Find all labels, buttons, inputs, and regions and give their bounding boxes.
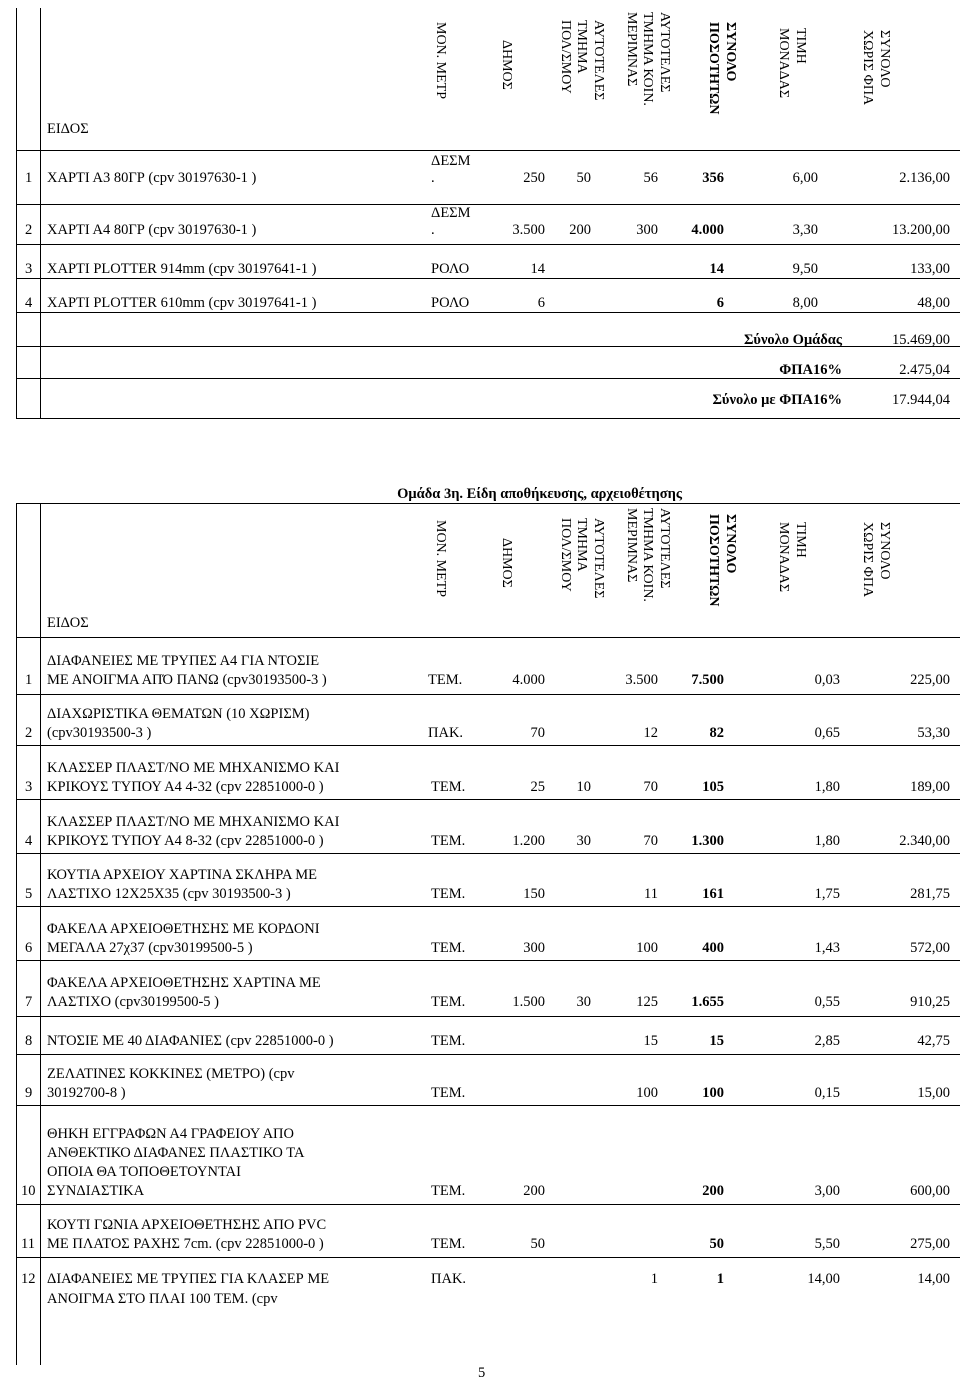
row-total: 14,00 <box>917 1271 950 1287</box>
qty-total: 82 <box>709 725 724 741</box>
row-number: 10 <box>21 1183 36 1199</box>
qty-aut-tm-koin: 100 <box>636 1085 658 1101</box>
qty-total: 1 <box>716 1271 724 1287</box>
qty-total: 400 <box>702 940 724 956</box>
table-rule <box>16 853 960 854</box>
row-number: 1 <box>25 672 33 688</box>
row-number: 11 <box>21 1236 35 1252</box>
qty-dimos: 50 <box>530 1236 545 1252</box>
row-total: 2.136,00 <box>899 170 950 186</box>
qty-aut-tm-koin: 125 <box>636 994 658 1010</box>
qty-total: 15 <box>709 1033 724 1049</box>
unit-measure: ΤΕΜ. <box>428 672 463 688</box>
table-rule <box>16 1105 960 1106</box>
qty-aut-tm-koin: 70 <box>643 779 658 795</box>
summary-label: ΦΠΑ16% <box>779 362 842 378</box>
unit-measure: ΔΕΣΜ <box>431 205 471 221</box>
row-total: 48,00 <box>917 295 950 311</box>
qty-aut-tm-pol: 200 <box>569 222 591 238</box>
unit-price: 14,00 <box>807 1271 840 1287</box>
row-number: 7 <box>25 994 33 1010</box>
header-synolo-fpa: ΣΥΝΟΛΟ ΧΩΡΙΣ ΦΠΑ <box>860 30 892 106</box>
header-timi-monadas: ΤΙΜΗ ΜΟΝΑΔΑΣ <box>776 522 808 593</box>
unit-price: 3,00 <box>814 1183 840 1199</box>
item-name: ΧΑΡΤΙ Α3 80ΓΡ (cpv 30197630-1 ) <box>47 170 257 186</box>
unit-price: 2,85 <box>814 1033 840 1049</box>
header-aut-tm-koin: ΑΥΤΟΤΕΛΕΣ ΤΜΗΜΑ ΚΟΙΝ. ΜΕΡΙΜΝΑΣ <box>624 508 672 602</box>
row-total: 53,30 <box>917 725 950 741</box>
summary-label: Σύνολο Ομάδας <box>743 332 842 348</box>
summary-value: 15.469,00 <box>892 332 950 348</box>
header-aut-tm-koin: ΑΥΤΟΤΕΛΕΣ ΤΜΗΜΑ ΚΟΙΝ. ΜΕΡΙΜΝΑΣ <box>624 12 672 106</box>
unit-measure: ΤΕΜ. <box>431 1033 466 1049</box>
qty-aut-tm-koin: 70 <box>643 833 658 849</box>
item-name: (cpv30193500-3 ) <box>47 725 152 741</box>
unit-measure: ΤΕΜ. <box>431 940 466 956</box>
unit-measure: . <box>431 222 435 238</box>
row-total: 15,00 <box>917 1085 950 1101</box>
header-dimos: ΔΗΜΟΣ <box>499 40 514 90</box>
table-rule <box>16 799 960 800</box>
table-rule <box>16 694 960 695</box>
header-aut-tm-pol: ΑΥΤΟΤΕΛΕΣ ΤΜΗΜΑ ΠΟΛ/ΣΜΟΥ <box>558 518 606 599</box>
table-rule <box>16 278 960 279</box>
unit-price: 8,00 <box>792 295 818 311</box>
item-name: ΚΛΑΣΣΕΡ ΠΛΑΣΤ/ΝΟ ΜΕ ΜΗΧΑΝΙΣΜΟ ΚΑΙ <box>47 760 340 776</box>
table-rule <box>16 503 17 1365</box>
qty-total: 1.300 <box>691 833 724 849</box>
header-synolo-fpa: ΣΥΝΟΛΟ ΧΩΡΙΣ ΦΠΑ <box>860 522 892 598</box>
summary-value: 17.944,04 <box>892 392 950 408</box>
row-number: 5 <box>25 886 33 902</box>
item-name: ΝΤΟΣΙΕ ΜΕ 40 ΔΙΑΦΑΝΙΕΣ (cpv 22851000-0 ) <box>47 1033 334 1049</box>
unit-price: 0,03 <box>814 672 840 688</box>
unit-measure: ΔΕΣΜ <box>431 153 471 169</box>
qty-dimos: 6 <box>537 295 545 311</box>
unit-price: 6,00 <box>792 170 818 186</box>
item-name: ΔΙΑΦΑΝΕΙΕΣ ΜΕ ΤΡΥΠΕΣ ΓΙΑ ΚΛΑΣΕΡ ΜΕ <box>47 1271 330 1287</box>
item-name: ΘΗΚΗ ΕΓΓΡΑΦΩΝ Α4 ΓΡΑΦΕΙΟΥ ΑΠΟ <box>47 1126 294 1142</box>
qty-total: 7.500 <box>691 672 724 688</box>
unit-measure: ΤΕΜ. <box>431 1085 466 1101</box>
qty-total: 1.655 <box>691 994 724 1010</box>
qty-dimos: 1.500 <box>512 994 545 1010</box>
row-total: 225,00 <box>910 672 950 688</box>
qty-total: 100 <box>702 1085 724 1101</box>
qty-total: 356 <box>702 170 724 186</box>
table-rule <box>16 204 960 205</box>
qty-aut-tm-koin: 3.500 <box>625 672 658 688</box>
item-name: ΧΑΡΤΙ PLOTTER 610mm (cpv 30197641-1 ) <box>47 295 317 311</box>
table-rule <box>16 1054 960 1055</box>
row-total: 910,25 <box>910 994 950 1010</box>
unit-measure: ΤΕΜ. <box>431 1183 466 1199</box>
item-name: ΛΑΣΤΙΧΟ (cpv30199500-5 ) <box>47 994 219 1010</box>
row-number: 3 <box>25 779 33 795</box>
header-aut-tm-pol: ΑΥΤΟΤΕΛΕΣ ΤΜΗΜΑ ΠΟΛ/ΣΜΟΥ <box>558 20 606 101</box>
row-total: 2.340,00 <box>899 833 950 849</box>
item-name: ΚΟΥΤΙΑ ΑΡΧΕΙΟΥ ΧΑΡΤΙΝΑ ΣΚΛΗΡΑ ΜΕ <box>47 867 318 883</box>
item-name: ΖΕΛΑΤΙΝΕΣ ΚΟΚΚΙΝΕΣ (ΜΕΤΡΟ) (cpv <box>47 1066 295 1082</box>
item-name: ΔΙΑΧΩΡΙΣΤΙΚΑ ΘΕΜΑΤΩΝ (10 ΧΩΡΙΣΜ) <box>47 706 310 722</box>
unit-measure: ΤΕΜ. <box>431 994 466 1010</box>
row-number: 6 <box>25 940 33 956</box>
item-name: ΑΝΘΕΚΤΙΚΟ ΔΙΑΦΑΝΕΣ ΠΛΑΣΤΙΚΟ ΤΑ <box>47 1145 305 1161</box>
unit-measure: . <box>431 170 435 186</box>
qty-aut-tm-koin: 56 <box>643 170 658 186</box>
table-rule <box>16 312 17 418</box>
summary-value: 2.475,04 <box>899 362 950 378</box>
unit-price: 5,50 <box>814 1236 840 1252</box>
header-eidos: ΕΙΔΟΣ <box>47 615 89 631</box>
item-name: ΜΕ ΠΛΑΤΟΣ ΡΑΧΗΣ 7cm. (cpv 22851000-0 ) <box>47 1236 324 1252</box>
qty-aut-tm-koin: 100 <box>636 940 658 956</box>
item-name: ΟΠΟΙΑ ΘΑ ΤΟΠΟΘΕΤΟΥΝΤΑΙ <box>47 1164 241 1180</box>
row-total: 281,75 <box>910 886 950 902</box>
qty-dimos: 4.000 <box>512 672 545 688</box>
header-dimos: ΔΗΜΟΣ <box>499 538 514 588</box>
qty-total: 161 <box>702 886 724 902</box>
unit-measure: ΤΕΜ. <box>431 833 466 849</box>
qty-aut-tm-koin: 300 <box>636 222 658 238</box>
qty-dimos: 150 <box>523 886 545 902</box>
item-name: ΔΙΑΦΑΝΕΙΕΣ ΜΕ ΤΡΥΠΕΣ Α4 ΓΙΑ ΝΤΟΣΙΕ <box>47 653 320 669</box>
table-rule <box>16 8 17 318</box>
row-total: 13.200,00 <box>892 222 950 238</box>
unit-price: 1,75 <box>814 886 840 902</box>
table-rule <box>16 906 960 907</box>
qty-aut-tm-koin: 1 <box>650 1271 658 1287</box>
item-name: ΚΛΑΣΣΕΡ ΠΛΑΣΤ/ΝΟ ΜΕ ΜΗΧΑΝΙΣΜΟ ΚΑΙ <box>47 814 340 830</box>
item-name: ΧΑΡΤΙ PLOTTER 914mm (cpv 30197641-1 ) <box>47 261 317 277</box>
table-rule <box>16 150 960 151</box>
table-rule <box>16 637 960 638</box>
qty-total: 105 <box>702 779 724 795</box>
table-rule <box>16 1257 960 1258</box>
item-name: 30192700-8 ) <box>47 1085 126 1101</box>
table-rule <box>16 1016 960 1017</box>
row-total: 275,00 <box>910 1236 950 1252</box>
group-title: Ομάδα 3η. Είδη αποθήκευσης, αρχειοθέτησης <box>397 486 682 502</box>
qty-aut-tm-pol: 10 <box>576 779 591 795</box>
table-rule <box>40 312 41 418</box>
qty-dimos: 25 <box>530 779 545 795</box>
qty-dimos: 250 <box>523 170 545 186</box>
header-synolo-posotiton: ΣΥΝΟΛΟ ΠΟΣΟΤΗΤΩΝ <box>706 22 738 115</box>
unit-measure: ΡΟΛΟ <box>431 261 470 277</box>
row-number: 12 <box>21 1271 36 1287</box>
qty-dimos: 70 <box>530 725 545 741</box>
header-mon-metr: ΜΟΝ. ΜΕΤΡ <box>433 520 448 598</box>
item-name: ΜΕ ΑΝΟΙΓΜΑ ΑΠΌ ΠΑΝΩ (cpv30193500-3 ) <box>47 672 327 688</box>
qty-dimos: 300 <box>523 940 545 956</box>
header-timi-monadas: ΤΙΜΗ ΜΟΝΑΔΑΣ <box>776 28 808 99</box>
qty-aut-tm-pol: 30 <box>576 994 591 1010</box>
unit-measure: ΤΕΜ. <box>431 886 466 902</box>
row-number: 3 <box>25 261 33 277</box>
item-name: ΣΥΝΔΙΑΣΤΙΚΑ <box>47 1183 145 1199</box>
unit-price: 1,80 <box>814 833 840 849</box>
unit-measure: ΤΕΜ. <box>431 779 466 795</box>
item-name: ΚΡΙΚΟΥΣ ΤΥΠΟΥ Α4 8-32 (cpv 22851000-0 ) <box>47 833 324 849</box>
row-total: 600,00 <box>910 1183 950 1199</box>
table-rule <box>16 244 960 245</box>
row-total: 42,75 <box>917 1033 950 1049</box>
summary-label: Σύνολο με ΦΠΑ16% <box>712 392 842 408</box>
unit-price: 1,80 <box>814 779 840 795</box>
table-rule <box>40 503 41 1365</box>
unit-price: 3,30 <box>792 222 818 238</box>
row-total: 189,00 <box>910 779 950 795</box>
unit-price: 9,50 <box>792 261 818 277</box>
qty-dimos: 200 <box>523 1183 545 1199</box>
item-name: ΚΟΥΤΙ ΓΩΝΙΑ ΑΡΧΕΙΟΘΕΤΗΣΗΣ ΑΠΟ PVC <box>47 1217 327 1233</box>
row-number: 4 <box>25 295 33 311</box>
item-name: ΑΝΟΙΓΜΑ ΣΤΟ ΠΛΑΙ 100 ΤΕΜ. (cpv <box>47 1291 278 1307</box>
item-name: ΦΑΚΕΛΑ ΑΡΧΕΙΟΘΕΤΗΣΗΣ ΧΑΡΤΙΝΑ ΜΕ <box>47 975 321 991</box>
item-name: ΚΡΙΚΟΥΣ ΤΥΠΟΥ Α4 4-32 (cpv 22851000-0 ) <box>47 779 324 795</box>
qty-aut-tm-pol: 50 <box>576 170 591 186</box>
qty-aut-tm-koin: 11 <box>644 886 658 902</box>
table-rule <box>16 960 960 961</box>
table-rule <box>16 503 960 504</box>
row-number: 2 <box>25 222 33 238</box>
item-name: ΛΑΣΤΙΧΟ 12Χ25Χ35 (cpv 30193500-3 ) <box>47 886 291 902</box>
page-number: 5 <box>478 1365 486 1381</box>
qty-aut-tm-koin: 15 <box>643 1033 658 1049</box>
table-rule <box>16 418 960 419</box>
qty-total: 50 <box>709 1236 724 1252</box>
qty-total: 14 <box>709 261 724 277</box>
unit-measure: ΠΑΚ. <box>431 1271 467 1287</box>
row-number: 4 <box>25 833 33 849</box>
table-rule <box>40 8 41 318</box>
unit-measure: ΤΕΜ. <box>431 1236 466 1252</box>
qty-dimos: 1.200 <box>512 833 545 849</box>
qty-dimos: 3.500 <box>512 222 545 238</box>
qty-total: 200 <box>702 1183 724 1199</box>
item-name: ΧΑΡΤΙ Α4 80ΓΡ (cpv 30197630-1 ) <box>47 222 257 238</box>
unit-price: 0,55 <box>814 994 840 1010</box>
table-rule <box>16 1204 960 1205</box>
row-number: 8 <box>25 1033 33 1049</box>
row-number: 1 <box>25 170 33 186</box>
header-synolo-posotiton: ΣΥΝΟΛΟ ΠΟΣΟΤΗΤΩΝ <box>706 514 738 607</box>
item-name: ΦΑΚΕΛΑ ΑΡΧΕΙΟΘΕΤΗΣΗΣ ΜΕ ΚΟΡΔΟΝΙ <box>47 921 320 937</box>
qty-aut-tm-koin: 12 <box>643 725 658 741</box>
table-rule <box>16 745 960 746</box>
table-rule <box>16 312 960 313</box>
qty-aut-tm-pol: 30 <box>576 833 591 849</box>
row-total: 133,00 <box>910 261 950 277</box>
qty-total: 6 <box>716 295 724 311</box>
unit-price: 0,15 <box>814 1085 840 1101</box>
header-eidos: ΕΙΔΟΣ <box>47 121 89 137</box>
header-mon-metr: ΜΟΝ. ΜΕΤΡ <box>433 22 448 100</box>
unit-measure: ΠΑΚ. <box>428 725 464 741</box>
unit-price: 0,65 <box>814 725 840 741</box>
row-total: 572,00 <box>910 940 950 956</box>
unit-price: 1,43 <box>814 940 840 956</box>
item-name: ΜΕΓΑΛΑ 27χ37 (cpv30199500-5 ) <box>47 940 253 956</box>
qty-total: 4.000 <box>691 222 724 238</box>
row-number: 9 <box>25 1085 33 1101</box>
row-number: 2 <box>25 725 33 741</box>
unit-measure: ΡΟΛΟ <box>431 295 470 311</box>
qty-dimos: 14 <box>530 261 545 277</box>
